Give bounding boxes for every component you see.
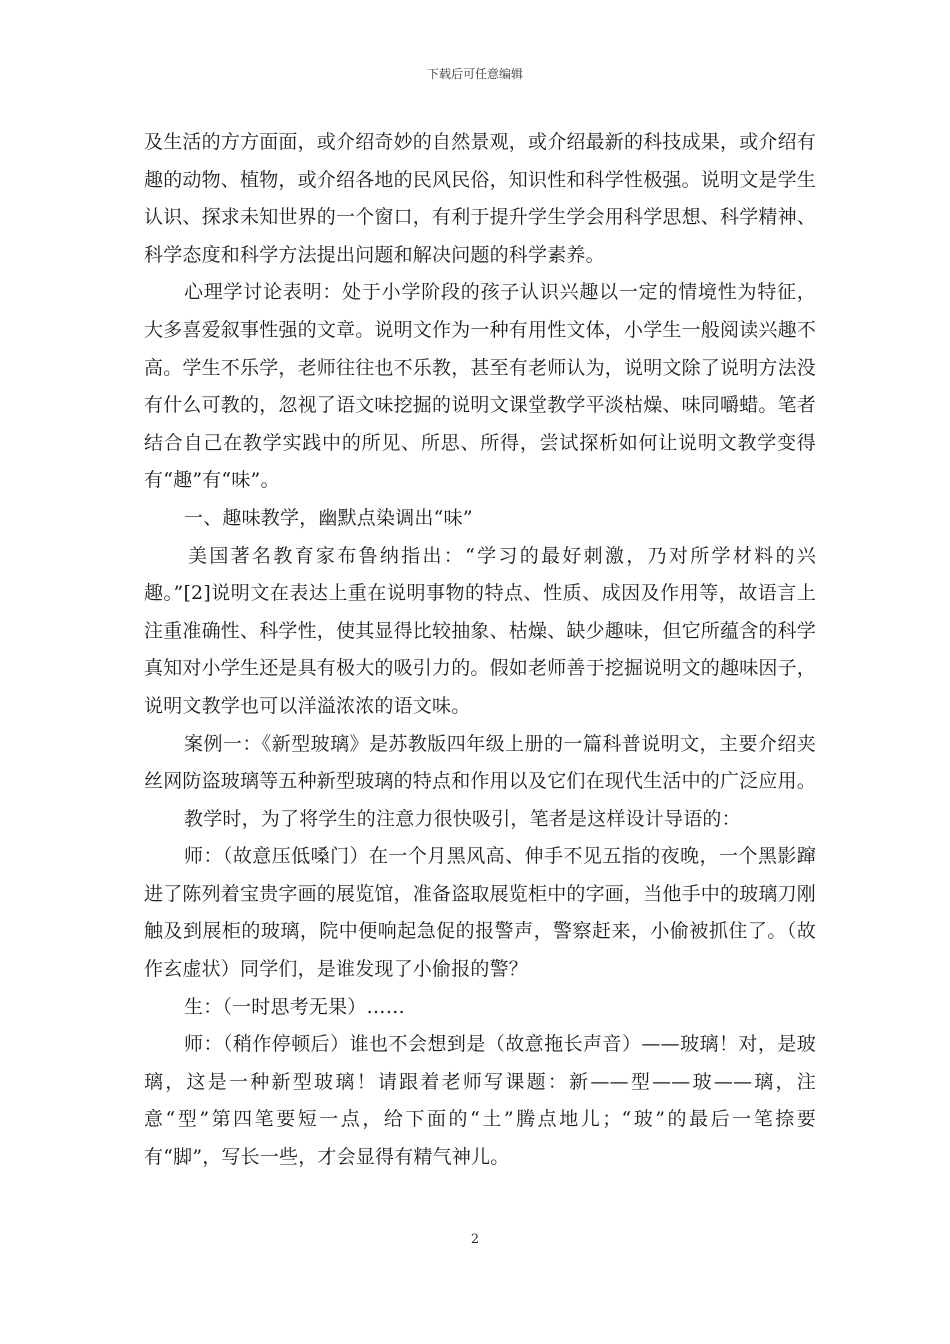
paragraph-teacher-dialogue-1: 师：（故意压低嗓门）在一个月黑风高、伸手不见五指的夜晚，一个黑影蹿进了陈列着宝贵字画的展览馆，准备盗取展览柜中的字画，当他手中的玻璃刀刚触及到展柜的玻璃，院中便响起急促的报警声，警察赶来，小偷被抓住了。（故作玄虚状）同学们，是谁发现了小偷报的警？ [144, 845, 817, 981]
paragraph-intro-continued: 及生活的方方面面，或介绍奇妙的自然景观，或介绍最新的科技成果，或介绍有趣的动物、植物，或介绍各地的民风民俗，知识性和科学性极强。说明文是学生认识、探求未知世界的一个窗口，有利于提升学生学会用科学思想、科学精神、科学态度和科学方法提出问题和解决问题的科学素养。 [144, 131, 817, 266]
paragraph-teacher-dialogue-2: 师：（稍作停顿后）谁也不会想到是（故意拖长声音）——玻璃！对，是玻璃，这是一种新型玻璃！请跟着老师写课题：新——型——玻——璃，注意“型”第四笔要短一点，给下面的“土”腾点地儿；“玻”的最后一笔捺要有“脚”，写长一些，才会显得有精气神儿。 [144, 1033, 816, 1169]
paragraph-teaching-intro: 教学时，为了将学生的注意力很快吸引，笔者是这样设计导语的： [184, 807, 741, 830]
page-number: 2 [470, 1232, 480, 1247]
page-header: 下载后可任意编辑 [426, 67, 523, 81]
paragraph-case-one: 案例一：《新型玻璃》是苏教版四年级上册的一篇科普说明文，主要介绍夹丝网防盗玻璃等五种新型玻璃的特点和作用以及它们在现代生活中的广泛应用。 [144, 732, 817, 793]
paragraph-student-dialogue: 生：（一时思考无果）…… [184, 995, 405, 1018]
paragraph-bruner-quote: 美国著名教育家布鲁纳指出：“学习的最好刺激，乃对所学材料的兴趣。”[2]说明文在表达上重在说明事物的特点、性质、成因及作用等，故语言上注重准确性、科学性，使其显得比较抽象、枯燥、缺少趣味，但它所蕴含的科学真知对小学生还是具有极大的吸引力的。假如老师善于挖掘说明文的趣味因子，说明文教学也可以洋溢浓浓的语文味。 [144, 544, 817, 717]
paragraph-psychology: 心理学讨论表明：处于小学阶段的孩子认识兴趣以一定的情境性为特征，大多喜爱叙事性强的文章。说明文作为一种有用性文体，小学生一般阅读兴趣不高。学生不乐学，老师往往也不乐教，甚至有老师认为，说明文除了说明方法没有什么可教的，忽视了语文味挖掘的说明文课堂教学平淡枯燥、味同嚼蜡。笔者结合自己在教学实践中的所见、所思、所得，尝试探析如何让说明文教学变得有“趣”有“味”。 [144, 281, 817, 492]
section-heading: 一、趣味教学，幽默点染调出“味” [184, 506, 473, 529]
document-body [144, 124, 816, 1177]
